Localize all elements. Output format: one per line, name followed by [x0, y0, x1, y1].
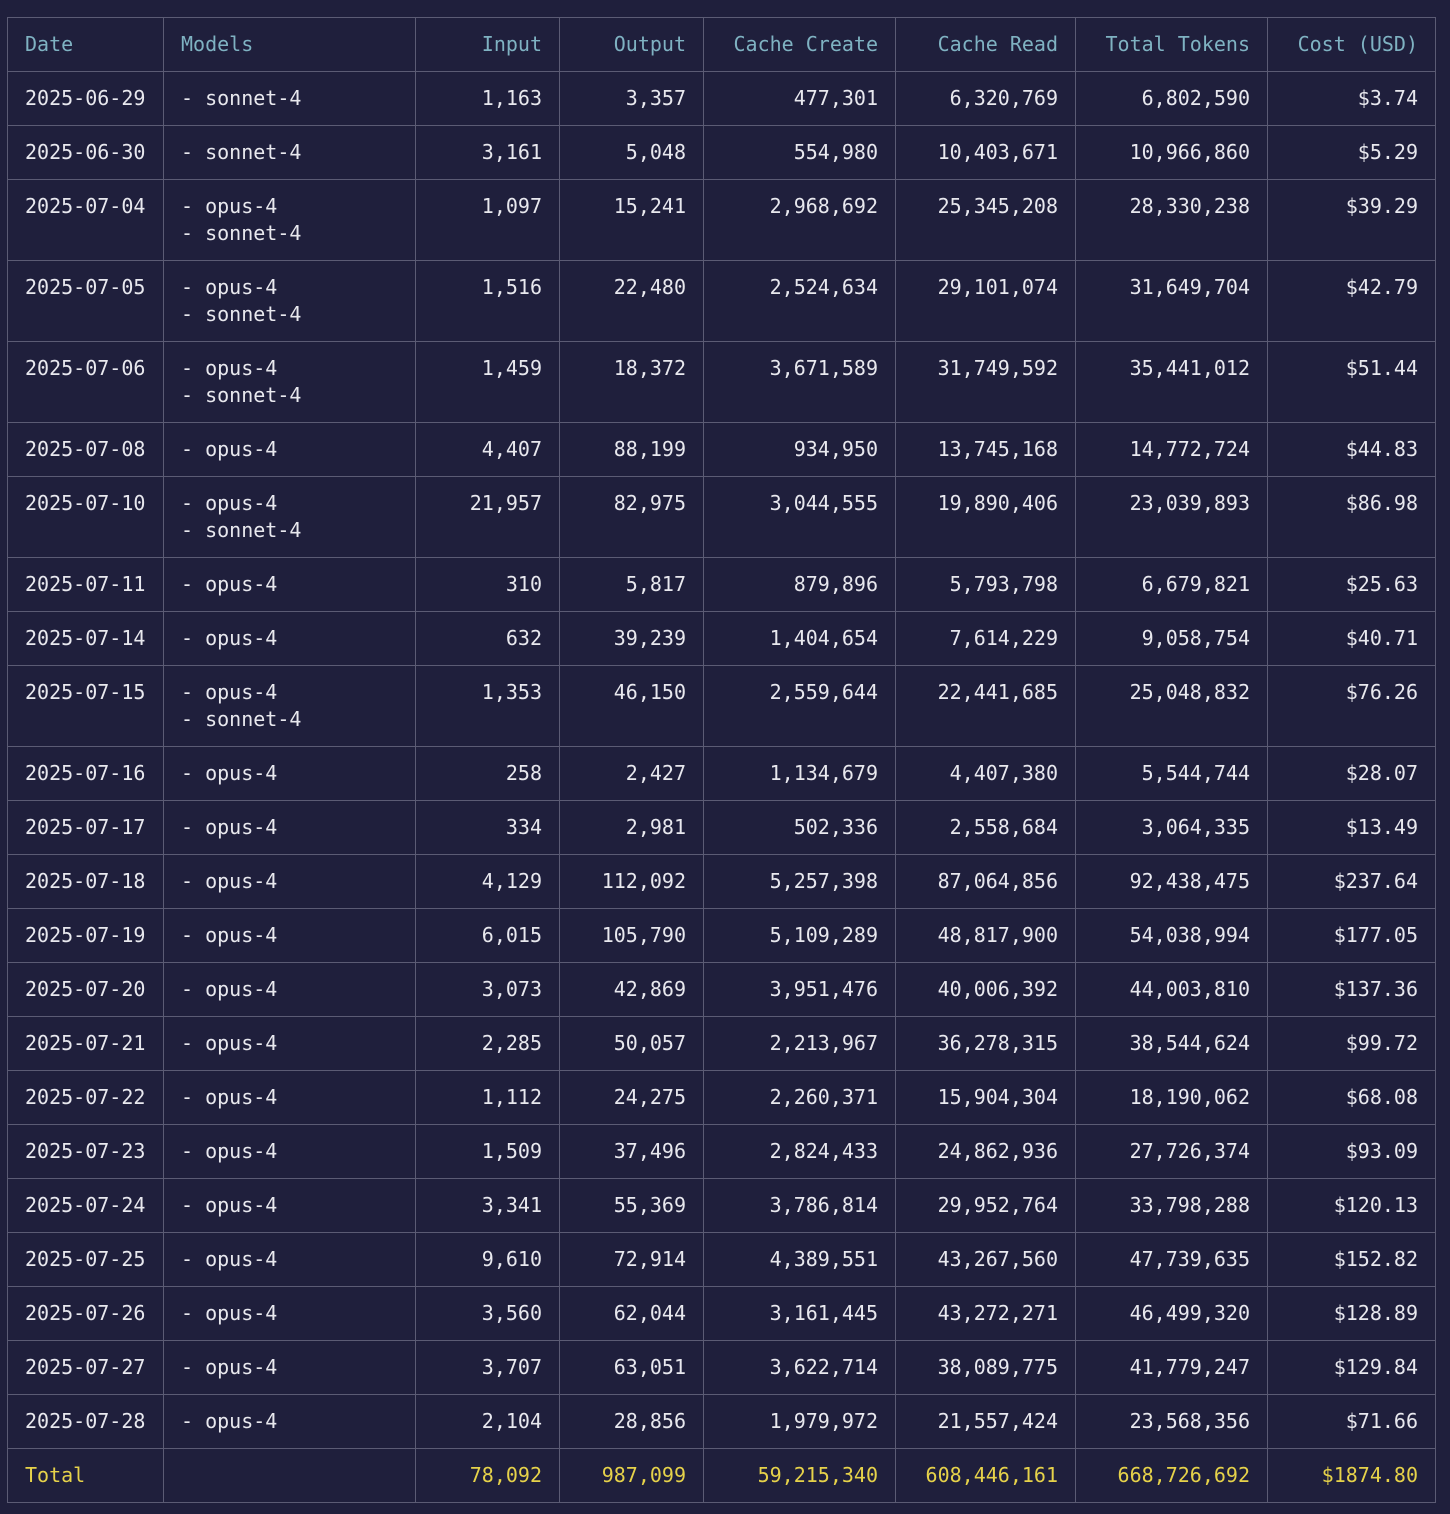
cell-cache-create: 554,980: [704, 126, 896, 180]
cell-cache-read: 31,749,592: [896, 342, 1076, 423]
cell-output: 105,790: [560, 909, 704, 963]
cell-cache-read: 6,320,769: [896, 72, 1076, 126]
cell-cost: $42.79: [1268, 261, 1436, 342]
cell-cost: $5.29: [1268, 126, 1436, 180]
model-name: - opus-4: [181, 1085, 278, 1109]
cell-cache-read: 87,064,856: [896, 855, 1076, 909]
cell-cache-create: 2,968,692: [704, 180, 896, 261]
total-input: 78,092: [416, 1449, 560, 1503]
cell-cache-read: 19,890,406: [896, 477, 1076, 558]
cell-input: 1,112: [416, 1071, 560, 1125]
table-row: [8, 423, 1436, 477]
cell-output: 2,427: [560, 747, 704, 801]
cell-input: 1,163: [416, 72, 560, 126]
cell-cache-create: 3,671,589: [704, 342, 896, 423]
cell-cache-create: 2,824,433: [704, 1125, 896, 1179]
cell-cache-read: 25,345,208: [896, 180, 1076, 261]
cell-input: 21,957: [416, 477, 560, 558]
cell-input: 1,353: [416, 666, 560, 747]
table-row: [8, 180, 1436, 261]
table-body: [8, 72, 1436, 1449]
cell-input: 6,015: [416, 909, 560, 963]
cell-models: [164, 612, 416, 666]
cell-input: 4,129: [416, 855, 560, 909]
cell-models: [164, 747, 416, 801]
model-name: - opus-4: [181, 1193, 278, 1217]
cell-cost: $3.74: [1268, 72, 1436, 126]
total-output: 987,099: [560, 1449, 704, 1503]
cell-output: 46,150: [560, 666, 704, 747]
cell-cache-read: 24,862,936: [896, 1125, 1076, 1179]
header-cache-create: Cache Create: [704, 18, 896, 72]
cell-output: 82,975: [560, 477, 704, 558]
cell-models: [164, 963, 416, 1017]
cell-cache-read: 5,793,798: [896, 558, 1076, 612]
cell-cache-read: 36,278,315: [896, 1017, 1076, 1071]
cell-models: [164, 666, 416, 747]
cell-models: [164, 342, 416, 423]
cell-cache-read: 38,089,775: [896, 1341, 1076, 1395]
cell-total-tokens: 5,544,744: [1076, 747, 1268, 801]
header-cache-read: Cache Read: [896, 18, 1076, 72]
cell-models: [164, 477, 416, 558]
cell-input: 1,459: [416, 342, 560, 423]
model-name: - opus-4: [181, 1409, 278, 1433]
cell-date: 2025-07-04: [8, 180, 164, 261]
model-name: - sonnet-4: [181, 707, 302, 731]
cell-cost: $25.63: [1268, 558, 1436, 612]
cell-cost: $177.05: [1268, 909, 1436, 963]
cell-cache-create: 2,524,634: [704, 261, 896, 342]
cell-cache-read: 7,614,229: [896, 612, 1076, 666]
table-row: [8, 1395, 1436, 1449]
cell-cost: $51.44: [1268, 342, 1436, 423]
cell-date: 2025-07-20: [8, 963, 164, 1017]
header-date: Date: [8, 18, 164, 72]
cell-date: 2025-07-25: [8, 1233, 164, 1287]
cell-date: 2025-06-30: [8, 126, 164, 180]
cell-cache-create: 3,044,555: [704, 477, 896, 558]
cell-models: [164, 126, 416, 180]
cell-date: 2025-07-06: [8, 342, 164, 423]
cell-date: 2025-07-11: [8, 558, 164, 612]
cell-output: 15,241: [560, 180, 704, 261]
cell-cost: $152.82: [1268, 1233, 1436, 1287]
cell-output: 62,044: [560, 1287, 704, 1341]
cell-date: 2025-07-22: [8, 1071, 164, 1125]
model-name: - opus-4: [181, 923, 278, 947]
cell-input: 4,407: [416, 423, 560, 477]
cell-cost: $128.89: [1268, 1287, 1436, 1341]
cell-input: 9,610: [416, 1233, 560, 1287]
cell-cache-create: 4,389,551: [704, 1233, 896, 1287]
cell-input: 3,560: [416, 1287, 560, 1341]
cell-total-tokens: 18,190,062: [1076, 1071, 1268, 1125]
cell-total-tokens: 46,499,320: [1076, 1287, 1268, 1341]
cell-models: [164, 1395, 416, 1449]
cell-models: [164, 558, 416, 612]
cell-date: 2025-07-19: [8, 909, 164, 963]
cell-output: 3,357: [560, 72, 704, 126]
cell-cache-create: 1,404,654: [704, 612, 896, 666]
cell-cache-create: 1,979,972: [704, 1395, 896, 1449]
model-name: - opus-4: [181, 572, 278, 596]
cell-input: 3,707: [416, 1341, 560, 1395]
cell-total-tokens: 14,772,724: [1076, 423, 1268, 477]
table-row: [8, 1233, 1436, 1287]
table-row: [8, 1017, 1436, 1071]
cell-cache-create: 2,559,644: [704, 666, 896, 747]
cell-cost: $237.64: [1268, 855, 1436, 909]
cell-output: 39,239: [560, 612, 704, 666]
cell-date: 2025-07-24: [8, 1179, 164, 1233]
cell-date: 2025-07-15: [8, 666, 164, 747]
cell-date: 2025-07-18: [8, 855, 164, 909]
cell-cache-read: 2,558,684: [896, 801, 1076, 855]
cell-output: 18,372: [560, 342, 704, 423]
cell-total-tokens: 44,003,810: [1076, 963, 1268, 1017]
cell-date: 2025-07-14: [8, 612, 164, 666]
cell-total-tokens: 3,064,335: [1076, 801, 1268, 855]
table-row: [8, 1071, 1436, 1125]
cell-total-tokens: 41,779,247: [1076, 1341, 1268, 1395]
header-input: Input: [416, 18, 560, 72]
table-row: [8, 126, 1436, 180]
cell-output: 42,869: [560, 963, 704, 1017]
cell-cost: $76.26: [1268, 666, 1436, 747]
model-name: - opus-4: [181, 491, 278, 515]
cell-models: [164, 1233, 416, 1287]
cell-total-tokens: 9,058,754: [1076, 612, 1268, 666]
table-row: [8, 72, 1436, 126]
cell-date: 2025-07-10: [8, 477, 164, 558]
cell-input: 1,516: [416, 261, 560, 342]
cell-input: 258: [416, 747, 560, 801]
cell-date: 2025-06-29: [8, 72, 164, 126]
cell-input: 2,104: [416, 1395, 560, 1449]
model-name: - sonnet-4: [181, 518, 302, 542]
model-name: - opus-4: [181, 680, 278, 704]
table-row: [8, 261, 1436, 342]
table-row: [8, 801, 1436, 855]
cell-total-tokens: 28,330,238: [1076, 180, 1268, 261]
header-total-tokens: Total Tokens: [1076, 18, 1268, 72]
model-name: - sonnet-4: [181, 221, 302, 245]
model-name: - opus-4: [181, 761, 278, 785]
total-row: [8, 1449, 1436, 1503]
cell-cache-read: 15,904,304: [896, 1071, 1076, 1125]
cell-output: 50,057: [560, 1017, 704, 1071]
cell-input: 2,285: [416, 1017, 560, 1071]
cell-output: 37,496: [560, 1125, 704, 1179]
cell-cost: $129.84: [1268, 1341, 1436, 1395]
model-name: - sonnet-4: [181, 383, 302, 407]
table-row: [8, 666, 1436, 747]
cell-models: [164, 1341, 416, 1395]
cell-output: 5,817: [560, 558, 704, 612]
cell-total-tokens: 35,441,012: [1076, 342, 1268, 423]
cell-output: 22,480: [560, 261, 704, 342]
cell-cache-create: 502,336: [704, 801, 896, 855]
cell-cache-read: 29,952,764: [896, 1179, 1076, 1233]
cell-models: [164, 1125, 416, 1179]
cell-cache-read: 22,441,685: [896, 666, 1076, 747]
cell-cache-read: 48,817,900: [896, 909, 1076, 963]
cell-total-tokens: 10,966,860: [1076, 126, 1268, 180]
cell-date: 2025-07-05: [8, 261, 164, 342]
cell-total-tokens: 47,739,635: [1076, 1233, 1268, 1287]
cell-models: [164, 1017, 416, 1071]
table-row: [8, 963, 1436, 1017]
cell-output: 72,914: [560, 1233, 704, 1287]
cell-cache-read: 13,745,168: [896, 423, 1076, 477]
cell-cache-create: 5,257,398: [704, 855, 896, 909]
cell-date: 2025-07-26: [8, 1287, 164, 1341]
table-row: [8, 477, 1436, 558]
cell-cost: $120.13: [1268, 1179, 1436, 1233]
cell-input: 3,341: [416, 1179, 560, 1233]
cell-date: 2025-07-16: [8, 747, 164, 801]
header-output: Output: [560, 18, 704, 72]
cell-output: 55,369: [560, 1179, 704, 1233]
model-name: - opus-4: [181, 437, 278, 461]
cell-models: [164, 423, 416, 477]
cell-models: [164, 855, 416, 909]
model-name: - sonnet-4: [181, 140, 302, 164]
table-header: [8, 18, 1436, 72]
cell-output: 63,051: [560, 1341, 704, 1395]
table-row: [8, 747, 1436, 801]
cell-total-tokens: 23,039,893: [1076, 477, 1268, 558]
cell-cache-read: 40,006,392: [896, 963, 1076, 1017]
cell-total-tokens: 31,649,704: [1076, 261, 1268, 342]
total-cache-read: 608,446,161: [896, 1449, 1076, 1503]
header-cost: Cost (USD): [1268, 18, 1436, 72]
cell-models: [164, 1287, 416, 1341]
cell-cache-create: 3,951,476: [704, 963, 896, 1017]
cell-cache-create: 879,896: [704, 558, 896, 612]
cell-date: 2025-07-17: [8, 801, 164, 855]
cell-cost: $93.09: [1268, 1125, 1436, 1179]
cell-total-tokens: 23,568,356: [1076, 1395, 1268, 1449]
cell-cost: $44.83: [1268, 423, 1436, 477]
cell-cache-read: 43,267,560: [896, 1233, 1076, 1287]
cell-output: 28,856: [560, 1395, 704, 1449]
table-row: [8, 558, 1436, 612]
cell-cost: $68.08: [1268, 1071, 1436, 1125]
cell-total-tokens: 6,679,821: [1076, 558, 1268, 612]
cell-date: 2025-07-08: [8, 423, 164, 477]
model-name: - sonnet-4: [181, 86, 302, 110]
cell-cost: $137.36: [1268, 963, 1436, 1017]
cell-cost: $28.07: [1268, 747, 1436, 801]
table-row: [8, 1287, 1436, 1341]
cell-total-tokens: 25,048,832: [1076, 666, 1268, 747]
cell-cost: $86.98: [1268, 477, 1436, 558]
cell-total-tokens: 38,544,624: [1076, 1017, 1268, 1071]
cell-cache-create: 934,950: [704, 423, 896, 477]
cell-models: [164, 1179, 416, 1233]
model-name: - opus-4: [181, 1247, 278, 1271]
model-name: - opus-4: [181, 1355, 278, 1379]
total-cache-create: 59,215,340: [704, 1449, 896, 1503]
cell-input: 1,509: [416, 1125, 560, 1179]
model-name: - opus-4: [181, 1031, 278, 1055]
model-name: - opus-4: [181, 869, 278, 893]
cell-input: 1,097: [416, 180, 560, 261]
cell-input: 310: [416, 558, 560, 612]
total-label: Total: [8, 1449, 164, 1503]
cell-input: 334: [416, 801, 560, 855]
cell-cache-create: 3,161,445: [704, 1287, 896, 1341]
table-row: [8, 909, 1436, 963]
cell-cache-create: 5,109,289: [704, 909, 896, 963]
model-name: - opus-4: [181, 626, 278, 650]
cell-output: 112,092: [560, 855, 704, 909]
cell-date: 2025-07-28: [8, 1395, 164, 1449]
cell-input: 3,073: [416, 963, 560, 1017]
cell-input: 3,161: [416, 126, 560, 180]
cell-output: 5,048: [560, 126, 704, 180]
model-name: - opus-4: [181, 356, 278, 380]
cell-total-tokens: 27,726,374: [1076, 1125, 1268, 1179]
cell-cache-create: 1,134,679: [704, 747, 896, 801]
table-row: [8, 1341, 1436, 1395]
cell-cache-read: 29,101,074: [896, 261, 1076, 342]
cell-output: 88,199: [560, 423, 704, 477]
cell-models: [164, 909, 416, 963]
total-total-tokens: 668,726,692: [1076, 1449, 1268, 1503]
usage-table: [7, 17, 1436, 1503]
cell-models: [164, 801, 416, 855]
cell-cache-create: 477,301: [704, 72, 896, 126]
cell-cache-read: 43,272,271: [896, 1287, 1076, 1341]
cell-cost: $40.71: [1268, 612, 1436, 666]
cell-total-tokens: 6,802,590: [1076, 72, 1268, 126]
cell-total-tokens: 92,438,475: [1076, 855, 1268, 909]
cell-output: 24,275: [560, 1071, 704, 1125]
cell-models: [164, 1071, 416, 1125]
table-footer: [8, 1449, 1436, 1503]
cell-cost: $39.29: [1268, 180, 1436, 261]
cell-date: 2025-07-23: [8, 1125, 164, 1179]
cell-cache-create: 2,213,967: [704, 1017, 896, 1071]
table-row: [8, 342, 1436, 423]
cell-cache-create: 3,622,714: [704, 1341, 896, 1395]
cell-input: 632: [416, 612, 560, 666]
table-row: [8, 1179, 1436, 1233]
model-name: - opus-4: [181, 1301, 278, 1325]
model-name: - opus-4: [181, 815, 278, 839]
header-models: Models: [164, 18, 416, 72]
model-name: - opus-4: [181, 1139, 278, 1163]
cell-models: [164, 261, 416, 342]
cell-output: 2,981: [560, 801, 704, 855]
model-name: - opus-4: [181, 275, 278, 299]
cell-date: 2025-07-21: [8, 1017, 164, 1071]
cell-cache-create: 2,260,371: [704, 1071, 896, 1125]
cell-total-tokens: 54,038,994: [1076, 909, 1268, 963]
cell-cost: $13.49: [1268, 801, 1436, 855]
cell-cache-create: 3,786,814: [704, 1179, 896, 1233]
cell-total-tokens: 33,798,288: [1076, 1179, 1268, 1233]
cell-date: 2025-07-27: [8, 1341, 164, 1395]
total-cost: $1874.80: [1268, 1449, 1436, 1503]
cell-cache-read: 4,407,380: [896, 747, 1076, 801]
table-row: [8, 1125, 1436, 1179]
model-name: - opus-4: [181, 977, 278, 1001]
cell-models: [164, 180, 416, 261]
cell-models: [164, 72, 416, 126]
total-models: [164, 1449, 416, 1503]
cell-cost: $71.66: [1268, 1395, 1436, 1449]
cell-cache-read: 21,557,424: [896, 1395, 1076, 1449]
cell-cost: $99.72: [1268, 1017, 1436, 1071]
header-row: [8, 18, 1436, 72]
cell-cache-read: 10,403,671: [896, 126, 1076, 180]
model-name: - opus-4: [181, 194, 278, 218]
model-name: - sonnet-4: [181, 302, 302, 326]
table-row: [8, 855, 1436, 909]
table-row: [8, 612, 1436, 666]
